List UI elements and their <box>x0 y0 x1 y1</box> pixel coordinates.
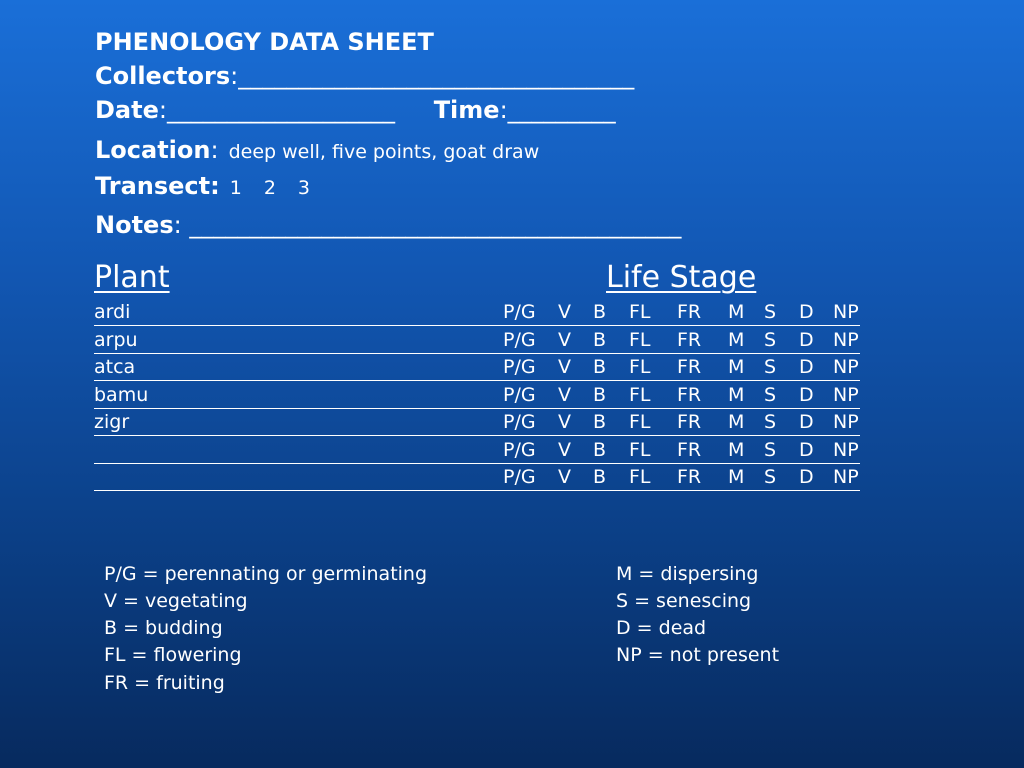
life-stage-code[interactable]: D <box>799 301 814 323</box>
life-stage-code[interactable]: NP <box>833 438 859 461</box>
life-stage-code[interactable]: NP <box>833 356 859 378</box>
legend-item: FL = flowering <box>104 644 242 666</box>
life-stage-options <box>503 409 863 435</box>
life-stage-code[interactable]: S <box>764 466 777 488</box>
life-stage-code[interactable]: S <box>764 328 777 351</box>
plant-name: arpu <box>94 328 138 351</box>
table-row <box>94 354 860 381</box>
life-stage-code[interactable]: P/G <box>503 411 536 433</box>
table-row <box>94 464 860 491</box>
table-row <box>94 409 860 436</box>
life-stage-code[interactable]: M <box>728 411 745 433</box>
life-stage-code[interactable]: D <box>799 383 814 406</box>
transect-numbers <box>230 177 332 199</box>
notes-line <box>95 210 681 240</box>
plant-name: zigr <box>94 411 130 433</box>
legend-item: NP = not present <box>616 644 780 666</box>
life-stage-code[interactable]: FR <box>677 438 702 461</box>
life-stage-code[interactable]: FR <box>677 328 702 351</box>
life-stage-code[interactable]: D <box>799 411 814 433</box>
life-stage-code[interactable]: D <box>799 356 814 378</box>
time-label: Time <box>433 96 500 124</box>
notes-label: Notes <box>95 211 174 239</box>
life-stage-code[interactable]: B <box>593 466 607 488</box>
plant-name: atca <box>94 356 136 378</box>
life-stage-options <box>503 327 863 353</box>
life-stage-code[interactable]: M <box>728 301 745 323</box>
life-stage-code[interactable]: V <box>558 328 571 351</box>
life-stage-options <box>503 382 863 408</box>
location-value: deep well, five points, goat draw <box>228 141 540 163</box>
life-stage-code[interactable]: V <box>558 466 571 488</box>
date-time-line <box>95 95 616 125</box>
life-stage-code[interactable]: FL <box>629 383 651 406</box>
life-stage-code[interactable]: P/G <box>503 356 536 378</box>
life-stage-code[interactable]: M <box>728 466 745 488</box>
collectors-label: Collectors <box>95 62 231 90</box>
plant-name: ardi <box>94 301 131 323</box>
notes-blank: _________________________________________ <box>189 211 682 239</box>
table-row <box>94 437 860 464</box>
life-stage-code[interactable]: P/G <box>503 438 536 461</box>
legend-item: FR = fruiting <box>104 672 225 694</box>
life-stage-code[interactable]: M <box>728 328 745 351</box>
table-row <box>94 299 860 326</box>
legend-item: P/G = perennating or germinating <box>104 563 428 585</box>
life-stage-code[interactable]: NP <box>833 466 859 488</box>
life-stage-code[interactable]: M <box>728 356 745 378</box>
transect-line <box>95 171 332 203</box>
transect-option: 3 <box>297 177 310 199</box>
life-stage-code[interactable]: FR <box>677 411 702 433</box>
legend-item: D = dead <box>616 617 707 639</box>
time-colon: : <box>499 96 508 124</box>
life-stage-code[interactable]: B <box>593 328 607 351</box>
life-stage-options <box>503 437 863 463</box>
life-stage-code[interactable]: S <box>764 411 777 433</box>
life-stage-code[interactable]: M <box>728 438 745 461</box>
life-stage-code[interactable]: V <box>558 438 571 461</box>
collectors-blank: _________________________________ <box>238 62 635 90</box>
life-stage-code[interactable]: FR <box>677 301 702 323</box>
location-label: Location <box>95 136 211 164</box>
life-stage-code[interactable]: S <box>764 356 777 378</box>
life-stage-code[interactable]: S <box>764 301 777 323</box>
page-title: PHENOLOGY DATA SHEET <box>95 28 434 56</box>
legend-item: M = dispersing <box>616 563 759 585</box>
life-stage-code[interactable]: FR <box>677 356 702 378</box>
transect-option: 2 <box>263 177 276 199</box>
life-stage-code[interactable]: V <box>558 411 571 433</box>
life-stage-code[interactable]: NP <box>833 411 859 433</box>
legend-item: V = vegetating <box>104 590 248 612</box>
plant-name: bamu <box>94 383 149 406</box>
life-stage-options <box>503 464 863 490</box>
date-blank: ___________________ <box>166 96 395 124</box>
transect-option: 1 <box>229 177 242 199</box>
life-stage-code[interactable]: FL <box>629 301 651 323</box>
location-colon: : <box>210 136 219 164</box>
life-stage-code[interactable]: B <box>593 383 607 406</box>
life-stage-code[interactable]: FL <box>629 411 651 433</box>
life-stage-code[interactable]: B <box>593 438 607 461</box>
life-stage-code[interactable]: NP <box>833 301 859 323</box>
life-stage-code[interactable]: V <box>558 383 571 406</box>
life-stage-code[interactable]: B <box>593 356 607 378</box>
life-stage-code[interactable]: FR <box>677 466 702 488</box>
date-colon: : <box>158 96 167 124</box>
table-row <box>94 382 860 409</box>
plant-column-header: Plant <box>94 260 170 295</box>
life-stage-code[interactable]: D <box>799 328 814 351</box>
life-stage-code[interactable]: M <box>728 383 745 406</box>
life-stage-code[interactable]: V <box>558 301 571 323</box>
life-stage-code[interactable]: NP <box>833 383 859 406</box>
life-stage-code[interactable]: P/G <box>503 301 536 323</box>
life-stage-code[interactable]: FL <box>629 328 651 351</box>
life-stage-code[interactable]: D <box>799 438 814 461</box>
time-blank: _________ <box>507 96 616 124</box>
notes-colon: : <box>173 211 190 239</box>
life-stage-options <box>503 299 863 325</box>
life-stage-code[interactable]: B <box>593 301 607 323</box>
life-stage-code[interactable]: FL <box>629 466 651 488</box>
life-stage-code[interactable]: FL <box>629 438 651 461</box>
life-stage-code[interactable]: P/G <box>503 466 536 488</box>
collectors-line <box>95 61 634 91</box>
life-stage-code[interactable]: P/G <box>503 328 536 351</box>
life-stage-code[interactable]: NP <box>833 328 859 351</box>
legend-item: B = budding <box>104 617 223 639</box>
life-stage-code[interactable]: S <box>764 438 777 461</box>
life-stage-code[interactable]: D <box>799 466 814 488</box>
location-line <box>95 135 539 167</box>
transect-label: Transect: <box>95 172 220 200</box>
legend-item: S = senescing <box>616 590 752 612</box>
life-stage-code[interactable]: P/G <box>503 383 536 406</box>
life-stage-code[interactable]: V <box>558 356 571 378</box>
table-row <box>94 327 860 354</box>
life-stage-column-header: Life Stage <box>606 260 757 295</box>
life-stage-code[interactable]: FR <box>677 383 702 406</box>
life-stage-code[interactable]: S <box>764 383 777 406</box>
life-stage-code[interactable]: FL <box>629 356 651 378</box>
life-stage-code[interactable]: B <box>593 411 607 433</box>
date-label: Date <box>95 96 159 124</box>
life-stage-options <box>503 354 863 380</box>
collectors-colon: : <box>230 62 239 90</box>
